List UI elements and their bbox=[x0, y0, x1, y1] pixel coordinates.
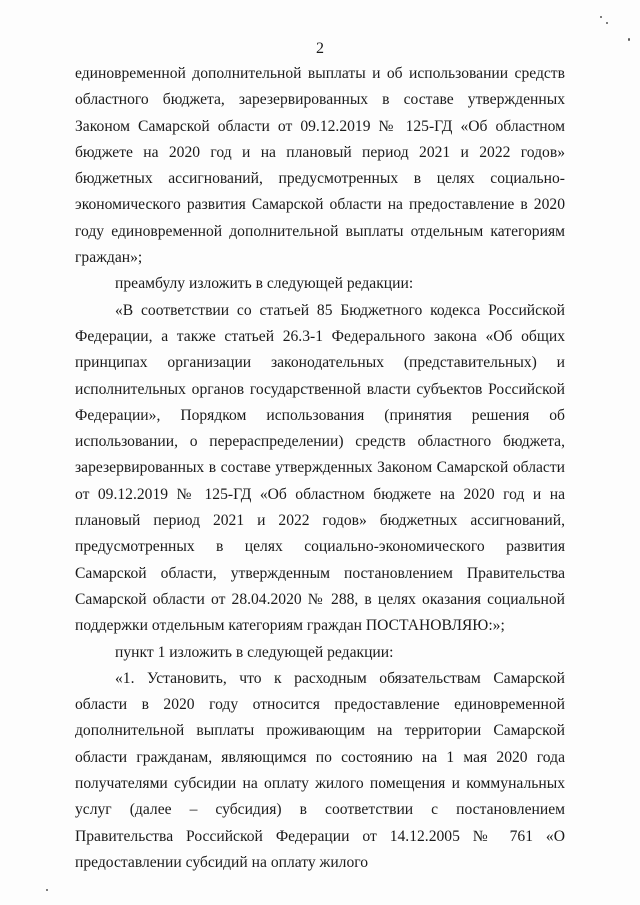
scan-speck bbox=[46, 889, 48, 891]
paragraph-point1-instruction: пункт 1 изложить в следующей редакции: bbox=[115, 643, 394, 661]
scan-speck bbox=[600, 16, 602, 18]
scan-speck bbox=[628, 38, 630, 41]
paragraph-point1-text: «1. Установить, что к расходным обязательствам Самарской области в 2020 году относится предоставление единовременной дополнительной выплаты проживающим на территории Самарской области гражданам, являющимся по состоянию на 1 мая 2020 года получателями субсидии на оплату жилого помещения и коммунальных услуг (далее – субсидия) в соответствии с постановлением Правительства Российской Федерации от 14.12.2005 № 761 «О предоставлении субсидий на оплату жилого bbox=[75, 669, 565, 871]
paragraph-continuation: единовременной дополнительной выплаты и об использовании средств областного бюджета, зарезервированных в составе утвержденных Законом Самарской области от 09.12.2019 № 125-ГД «Об областном бюджете на 2020 год и на плановый период 2021 и 2022 годов» бюджетных ассигнований, предусмотренных в целях социально-экономического развития Самарской области на предоставление в 2020 году единовременной дополнительной выплаты отдельным категориям граждан»; bbox=[75, 65, 565, 267]
scan-speck bbox=[606, 22, 608, 24]
document-body bbox=[75, 61, 565, 876]
paragraph-preamble-text: «В соответствии со статьей 85 Бюджетного кодекса Российской Федерации, а также статьей 26.3-1 Федерального закона «Об общих принципах организации законодательных (представительных) и исполнительных органов государственной власти субъектов Российской Федерации», Порядком использования (принятия решения об использовании, о перераспределении) средств областного бюджета, зарезервированных в составе утвержденных Законом Самарской области от 09.12.2019 № 125-ГД «Об областном бюджете на 2020 год и на плановый период 2021 и 2022 годов» бюджетных ассигнований, предусмотренных в целях социально-экономического развития Самарской области, утвержденным постановлением Правительства Самарской области от 28.04.2020 № 288, в целях оказания социальной поддержки отдельным категориям граждан ПОСТАНОВЛЯЮ:»; bbox=[75, 301, 565, 635]
paragraph-preamble-instruction: преамбулу изложить в следующей редакции: bbox=[115, 275, 414, 293]
page-number: 2 bbox=[316, 40, 324, 57]
